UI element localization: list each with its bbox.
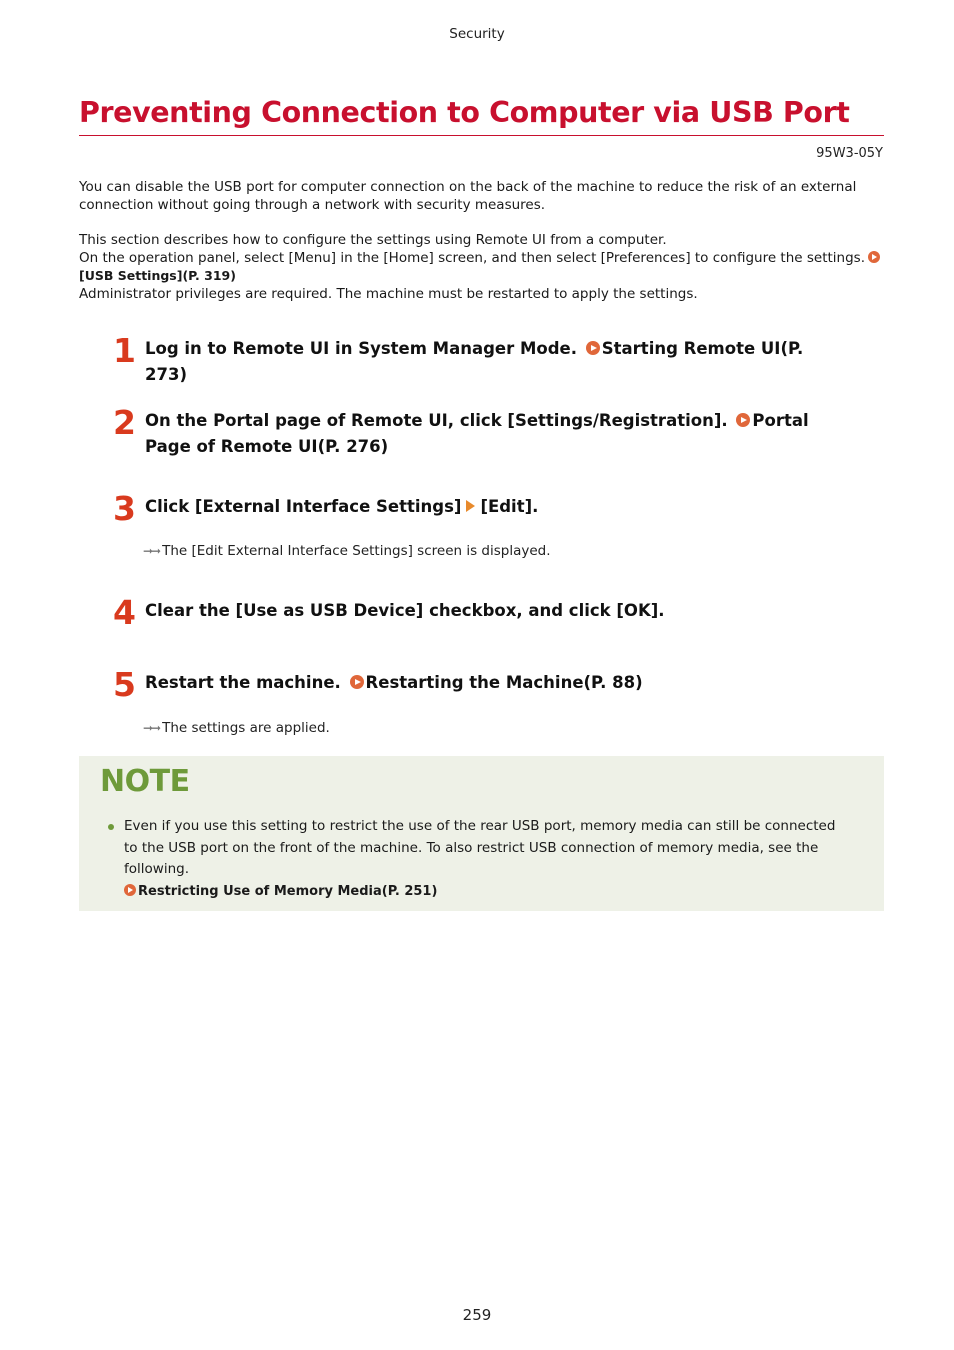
bullet-dot-icon [108,824,114,830]
note-box [79,756,884,911]
circle-arrow-icon [350,675,364,689]
intro-text-2c: Administrator privileges are required. The machine must be restarted to apply the settings. [79,285,698,302]
step-label: Click [External Interface Settings] [145,497,462,516]
circle-arrow-icon [736,413,750,427]
document-id: 95W3-05Y [816,146,883,161]
result-text: The settings are applied. [162,720,330,736]
step-instruction [145,334,843,388]
step-number: 3 [113,489,136,528]
step-number: 2 [113,403,136,442]
running-header: Security [449,26,505,42]
intro-text-1: You can disable the USB port for computer connection on the back of the machine to reduce the risk of an external connection without going through a network with security measures. [79,179,857,213]
restarting-machine-link[interactable] [347,673,643,692]
step-instruction [145,596,843,624]
intro-text-2b [79,250,884,268]
title-divider [79,135,884,136]
step-instruction [145,406,843,460]
step-label: Clear the [Use as USB Device] checkbox, and click [OK]. [145,601,665,620]
circle-arrow-icon [586,341,600,355]
step-5-result [143,719,330,737]
step-instruction [145,668,843,696]
link-label[interactable]: Restricting Use of Memory Media(P. 251) [138,883,438,899]
intro-paragraph-1 [79,179,884,214]
step-3-result [143,542,551,560]
step-1 [113,331,843,388]
step-instruction [145,492,843,520]
step-number: 4 [113,593,136,632]
step-number: 1 [113,331,136,370]
step-2 [113,403,843,460]
step-label-edit: [Edit]. [480,497,539,516]
step-5 [113,665,843,704]
step-label: Log in to Remote UI in System Manager Mode. [145,339,578,358]
page-title: Preventing Connection to Computer via USB Port [79,96,850,129]
step-3 [113,489,843,528]
link-label[interactable]: Restarting the Machine(P. 88) [365,673,643,692]
intro-paragraph-2 [79,232,884,303]
circle-arrow-icon [124,884,136,896]
double-arrow-icon: ➞➞ [143,721,160,735]
intro-text-2b-label: On the operation panel, select [Menu] in the [Home] screen, and then select [Preferences] to configure the settings. [79,249,866,266]
note-item [108,816,853,902]
result-text: The [Edit External Interface Settings] screen is displayed. [162,543,551,559]
page-number: 259 [462,1306,492,1324]
usb-settings-link[interactable] [79,267,884,286]
step-label: On the Portal page of Remote UI, click [Settings/Registration]. [145,411,728,430]
circle-arrow-icon [868,251,880,263]
usb-settings-link-label[interactable]: [USB Settings](P. 319) [79,268,236,283]
note-heading: NOTE [100,764,190,799]
restricting-memory-media-link[interactable] [124,881,853,903]
step-label: Restart the machine. [145,673,341,692]
link-label[interactable]: Portal Page of Remote UI(P. 276) [145,411,809,456]
double-arrow-icon: ➞➞ [143,544,160,558]
link-label[interactable]: Starting Remote UI(P. 273) [145,339,804,384]
step-number: 5 [113,665,136,704]
step-4 [113,593,843,632]
note-item-text: Even if you use this setting to restrict the use of the rear USB port, memory media can still be connected to the USB port on the front of the machine. To also restrict USB connection of memory media, see the following. [124,818,836,877]
triangle-arrow-icon [466,500,475,512]
intro-text-2a: This section describes how to configure the settings using Remote UI from a computer. [79,232,667,248]
